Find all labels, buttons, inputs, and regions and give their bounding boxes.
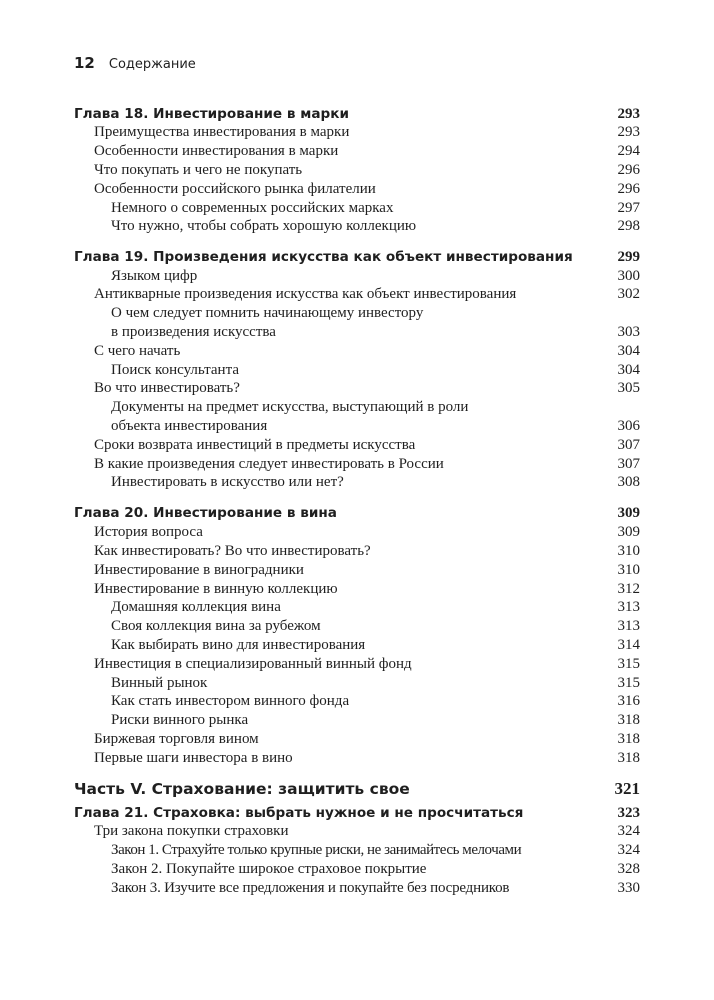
toc-entry-title: Особенности российского рынка филателии	[94, 181, 376, 197]
toc-subsection-entry	[0, 361, 714, 379]
toc-entry-page: 316	[617, 693, 640, 709]
toc-subsection-entry	[0, 711, 714, 729]
toc-subsection-entry	[0, 323, 714, 341]
toc-section-entry	[0, 342, 714, 360]
toc-section-entry	[0, 436, 714, 454]
toc-chapter-entry	[0, 248, 714, 266]
toc-entry-page: 310	[617, 562, 640, 578]
toc-chapter-entry	[0, 504, 714, 522]
toc-entry-page: 308	[617, 474, 640, 490]
toc-entry-page: 309	[617, 524, 640, 540]
toc-section-entry	[0, 285, 714, 303]
running-title: Содержание	[108, 57, 196, 72]
toc-entry-page: 296	[617, 162, 640, 178]
toc-subsection-entry	[0, 879, 714, 897]
toc-subsection-entry	[0, 598, 714, 616]
toc-entry-title: Закон 1. Страхуйте только крупные риски, не занимайтесь мелочами	[111, 842, 522, 858]
toc-section-entry	[0, 730, 714, 748]
toc-entry-title: Инвестирование в виноградники	[94, 562, 304, 578]
toc-subsection-entry	[0, 617, 714, 635]
toc-subsection-entry	[0, 267, 714, 285]
toc-entry-title: Что покупать и чего не покупать	[94, 162, 303, 178]
toc-entry-title: Домашняя коллекция вина	[111, 599, 281, 615]
toc-subsection-entry	[0, 860, 714, 878]
toc-entry-title: Глава 21. Страховка: выбрать нужное и не просчитаться	[74, 805, 524, 821]
toc-section-entry	[0, 655, 714, 673]
toc-entry-page: 309	[617, 505, 640, 521]
toc-entry-title: Глава 20. Инвестирование в вина	[74, 505, 337, 521]
toc-section-entry	[0, 142, 714, 160]
toc-subsection-entry	[0, 473, 714, 491]
toc-entry-title: Как инвестировать? Во что инвестировать?	[94, 543, 371, 559]
toc-section-entry	[0, 561, 714, 579]
toc-entry-title: Часть V. Страхование: защитить свое	[74, 780, 410, 798]
toc-entry-page: 294	[617, 143, 640, 159]
running-header	[74, 54, 196, 74]
toc-subsection-entry	[0, 636, 714, 654]
toc-entry-title: Закон 3. Изучите все предложения и покупайте без посредников	[111, 880, 510, 896]
toc-subsection-entry	[0, 674, 714, 692]
toc-entry-page: 324	[617, 842, 640, 858]
toc-entry-page: 321	[614, 779, 640, 798]
toc-entry-page: 323	[617, 805, 640, 821]
toc-entry-title: Три закона покупки страховки	[94, 823, 289, 839]
toc-entry-page: 293	[617, 124, 640, 140]
toc-entry-page: 313	[617, 599, 640, 615]
toc-entry-title: С чего начать	[94, 343, 181, 359]
toc-entry-title: Как стать инвестором винного фонда	[111, 693, 350, 709]
toc-entry-title: Поиск консультанта	[111, 362, 239, 378]
toc-entry-title: Своя коллекция вина за рубежом	[111, 618, 321, 634]
toc-entry-title: в произведения искусства	[111, 324, 276, 340]
toc-section-entry	[0, 161, 714, 179]
toc-subsection-entry	[0, 692, 714, 710]
toc-entry-page: 318	[617, 750, 640, 766]
toc-entry-title: объекта инвестирования	[111, 418, 268, 434]
toc-entry-title: Глава 19. Произведения искусства как объект инвестирования	[74, 249, 573, 265]
toc-entry-title: Инвестирование в винную коллекцию	[94, 581, 338, 597]
toc-entry-page: 304	[617, 343, 640, 359]
toc-entry-page: 307	[617, 437, 640, 453]
toc-entry-page: 330	[617, 880, 640, 896]
toc-entry-page: 306	[617, 418, 640, 434]
toc-entry-title: Антикварные произведения искусства как объект инвестирования	[94, 286, 517, 302]
toc-subsection-entry	[0, 841, 714, 859]
toc-entry-page: 305	[617, 380, 640, 396]
toc-entry-title: Глава 18. Инвестирование в марки	[74, 106, 349, 122]
toc-subsection-entry	[0, 217, 714, 235]
toc-entry-title: Языком цифр	[111, 268, 198, 284]
toc-entry-title: Риски винного рынка	[111, 712, 249, 728]
toc-entry-page: 304	[617, 362, 640, 378]
toc-subsection-entry	[0, 199, 714, 217]
toc-entry-page: 312	[617, 581, 640, 597]
toc-entry-title: История вопроса	[94, 524, 203, 540]
toc-entry-page: 328	[617, 861, 640, 877]
toc-entry-title: Инвестировать в искусство или нет?	[111, 474, 344, 490]
toc-entry-page: 300	[617, 268, 640, 284]
toc-entry-title: Первые шаги инвестора в вино	[94, 750, 293, 766]
toc-entry-page: 299	[617, 249, 640, 265]
toc-entry-title: Во что инвестировать?	[94, 380, 240, 396]
toc-section-entry	[0, 379, 714, 397]
toc-entry-title: Немного о современных российских марках	[111, 200, 394, 216]
toc-entry-page: 307	[617, 456, 640, 472]
toc-entry-page: 296	[617, 181, 640, 197]
toc-subsection-entry	[0, 304, 714, 322]
toc-entry-page: 315	[617, 675, 640, 691]
toc-entry-title: Закон 2. Покупайте широкое страховое покрытие	[111, 861, 427, 877]
toc-entry-page: 293	[617, 106, 640, 122]
toc-entry-title: Что нужно, чтобы собрать хорошую коллекцию	[111, 218, 417, 234]
toc-subsection-entry	[0, 417, 714, 435]
toc-section-entry	[0, 822, 714, 840]
toc-entry-page: 298	[617, 218, 640, 234]
toc-entry-title: Инвестиция в специализированный винный фонд	[94, 656, 412, 672]
toc-section-entry	[0, 580, 714, 598]
toc-entry-title: Сроки возврата инвестиций в предметы искусства	[94, 437, 416, 453]
toc-entry-page: 318	[617, 731, 640, 747]
toc-entry-title: Особенности инвестирования в марки	[94, 143, 339, 159]
toc-entry-page: 313	[617, 618, 640, 634]
toc-entry-page: 314	[617, 637, 640, 653]
toc-entry-page: 297	[617, 200, 640, 216]
toc-entry-title: Преимущества инвестирования в марки	[94, 124, 350, 140]
page-number: 12	[74, 54, 95, 72]
toc-subsection-entry	[0, 398, 714, 416]
toc-entry-title: Документы на предмет искусства, выступающий в роли	[111, 399, 469, 415]
toc-entry-page: 315	[617, 656, 640, 672]
toc-entry-page: 318	[617, 712, 640, 728]
toc-chapter-entry	[0, 105, 714, 123]
toc-entry-page: 324	[617, 823, 640, 839]
toc-part-entry	[0, 778, 714, 800]
toc-section-entry	[0, 749, 714, 767]
toc-entry-title: Биржевая торговля вином	[94, 731, 259, 747]
toc-entry-page: 302	[617, 286, 640, 302]
toc-section-entry	[0, 455, 714, 473]
toc-entry-title: В какие произведения следует инвестировать в России	[94, 456, 444, 472]
toc-chapter-entry	[0, 804, 714, 822]
toc-section-entry	[0, 523, 714, 541]
toc-section-entry	[0, 542, 714, 560]
toc-section-entry	[0, 180, 714, 198]
toc-entry-page: 310	[617, 543, 640, 559]
toc-entry-page: 303	[617, 324, 640, 340]
toc-entry-title: Винный рынок	[111, 675, 208, 691]
toc-section-entry	[0, 123, 714, 141]
toc-entry-title: О чем следует помнить начинающему инвестору	[111, 305, 424, 321]
toc-entry-title: Как выбирать вино для инвестирования	[111, 637, 366, 653]
